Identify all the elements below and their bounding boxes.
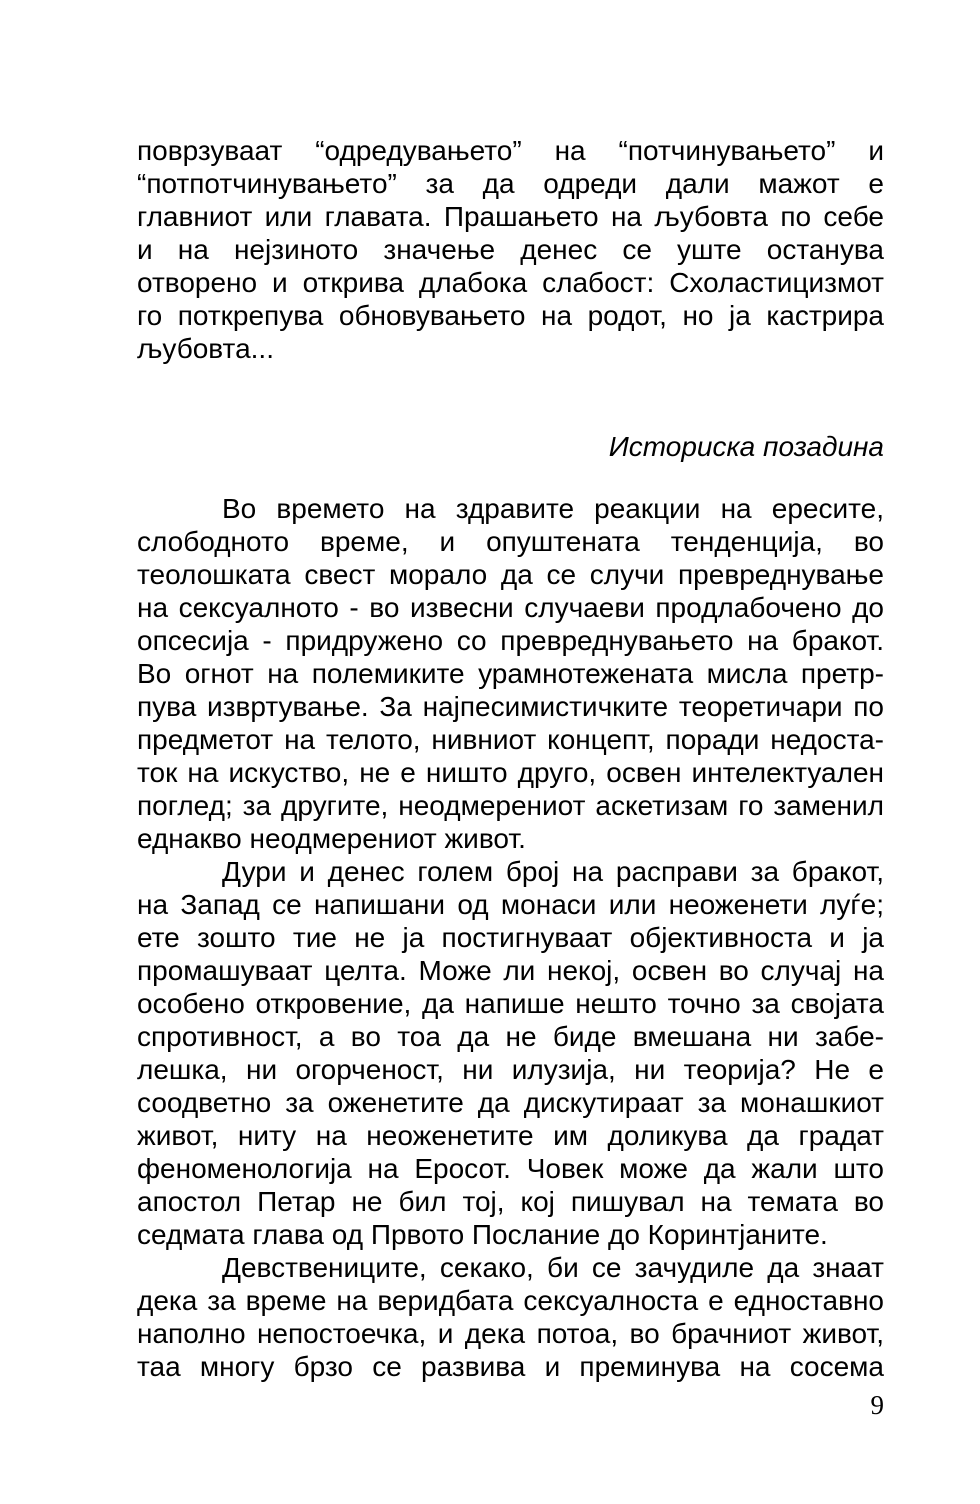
text-line: седмата глава од Првото Послание до Коринтјаните. [137,1219,828,1250]
text-line: на Запад се напишани од монаси или неоженети луѓе; [137,889,884,920]
text-line: Девствениците, секако, би се зачудиле да знаат [222,1252,884,1283]
text-line: промашуваат целта. Може ли некој, освен во случај на [137,955,884,986]
text-line: “потпотчинувањето” за да одреди дали мажот е [137,168,884,199]
text-line: дека за време на веридбата сексуалноста е едноставно [137,1285,884,1316]
text-line: соодветно за оженетите да дискутираат за монашкиот [137,1087,884,1118]
text-line: наполно непостоечка, и дека потоа, во брачниот живот, [137,1318,884,1349]
text-line: слободното време, и опуштената тенденција, во [137,526,884,557]
text-line: еднакво неодмерениот живот. [137,823,526,854]
paragraph-2 [137,492,884,855]
text-line: предметот на телото, нивниот концепт, поради недоста- [137,724,884,755]
text-column [137,134,884,1422]
text-line: феноменологија на Еросот. Човек може да жали што [137,1153,884,1184]
text-line: го поткрепува обновувањето на родот, но ја кастрира [137,300,884,331]
page-number: 9 [870,1390,884,1420]
text-line: Во времето на здравите реакции на ересите, [222,493,884,524]
paragraph-1 [137,134,884,365]
text-line: Дури и денес голем број на расправи за бракот, [222,856,884,887]
paragraph-4 [137,1251,884,1383]
text-line: таа многу брзо се развива и преминува на сосема [137,1351,884,1382]
text-line: Во огнот на полемиките урамнотежената мисла претр- [137,658,884,689]
section-heading: Историска позадина [608,431,884,462]
text-line: живот, ниту на неоженетите им доликува да градат [137,1120,884,1151]
text-line: главниот или главата. Прашањето на љубовта по себе [137,201,884,232]
text-line: ток на искуство, не е ништо друго, освен интелектуален [137,757,884,788]
text-line: особено откровение, да напише нешто точно за својата [137,988,884,1019]
text-line: отворено и открива длабока слабост: Схоластицизмот [137,267,884,298]
text-line: љубовта... [137,333,274,364]
text-line: опсесија - придружено со превреднувањето на бракот. [137,625,884,656]
text-line: и на нејзиното значење денес се уште останува [137,234,884,265]
paragraph-3 [137,855,884,1251]
text-line: ете зошто тие не ја постигнуваат објективноста и ја [137,922,884,953]
text-line: спротивност, а во тоа да не биде вмешана ни забе- [137,1021,884,1052]
text-line: пува извртување. За најпесимистичките теоретичари по [137,691,884,722]
text-line: теолошката свест морало да се случи превреднување [137,559,884,590]
text-line: на сексуалното - во извесни случаеви продлабочено до [137,592,884,623]
text-line: апостол Петар не бил тој, кој пишувал на темата во [137,1186,884,1217]
text-line: поврзуваат “одредувањето” на “потчинувањето” и [137,135,884,166]
text-line: поглед; за другите, неодмерениот аскетизам го заменил [137,790,884,821]
text-line: лешка, ни огорченост, ни илузија, ни теорија? Не е [137,1054,884,1085]
